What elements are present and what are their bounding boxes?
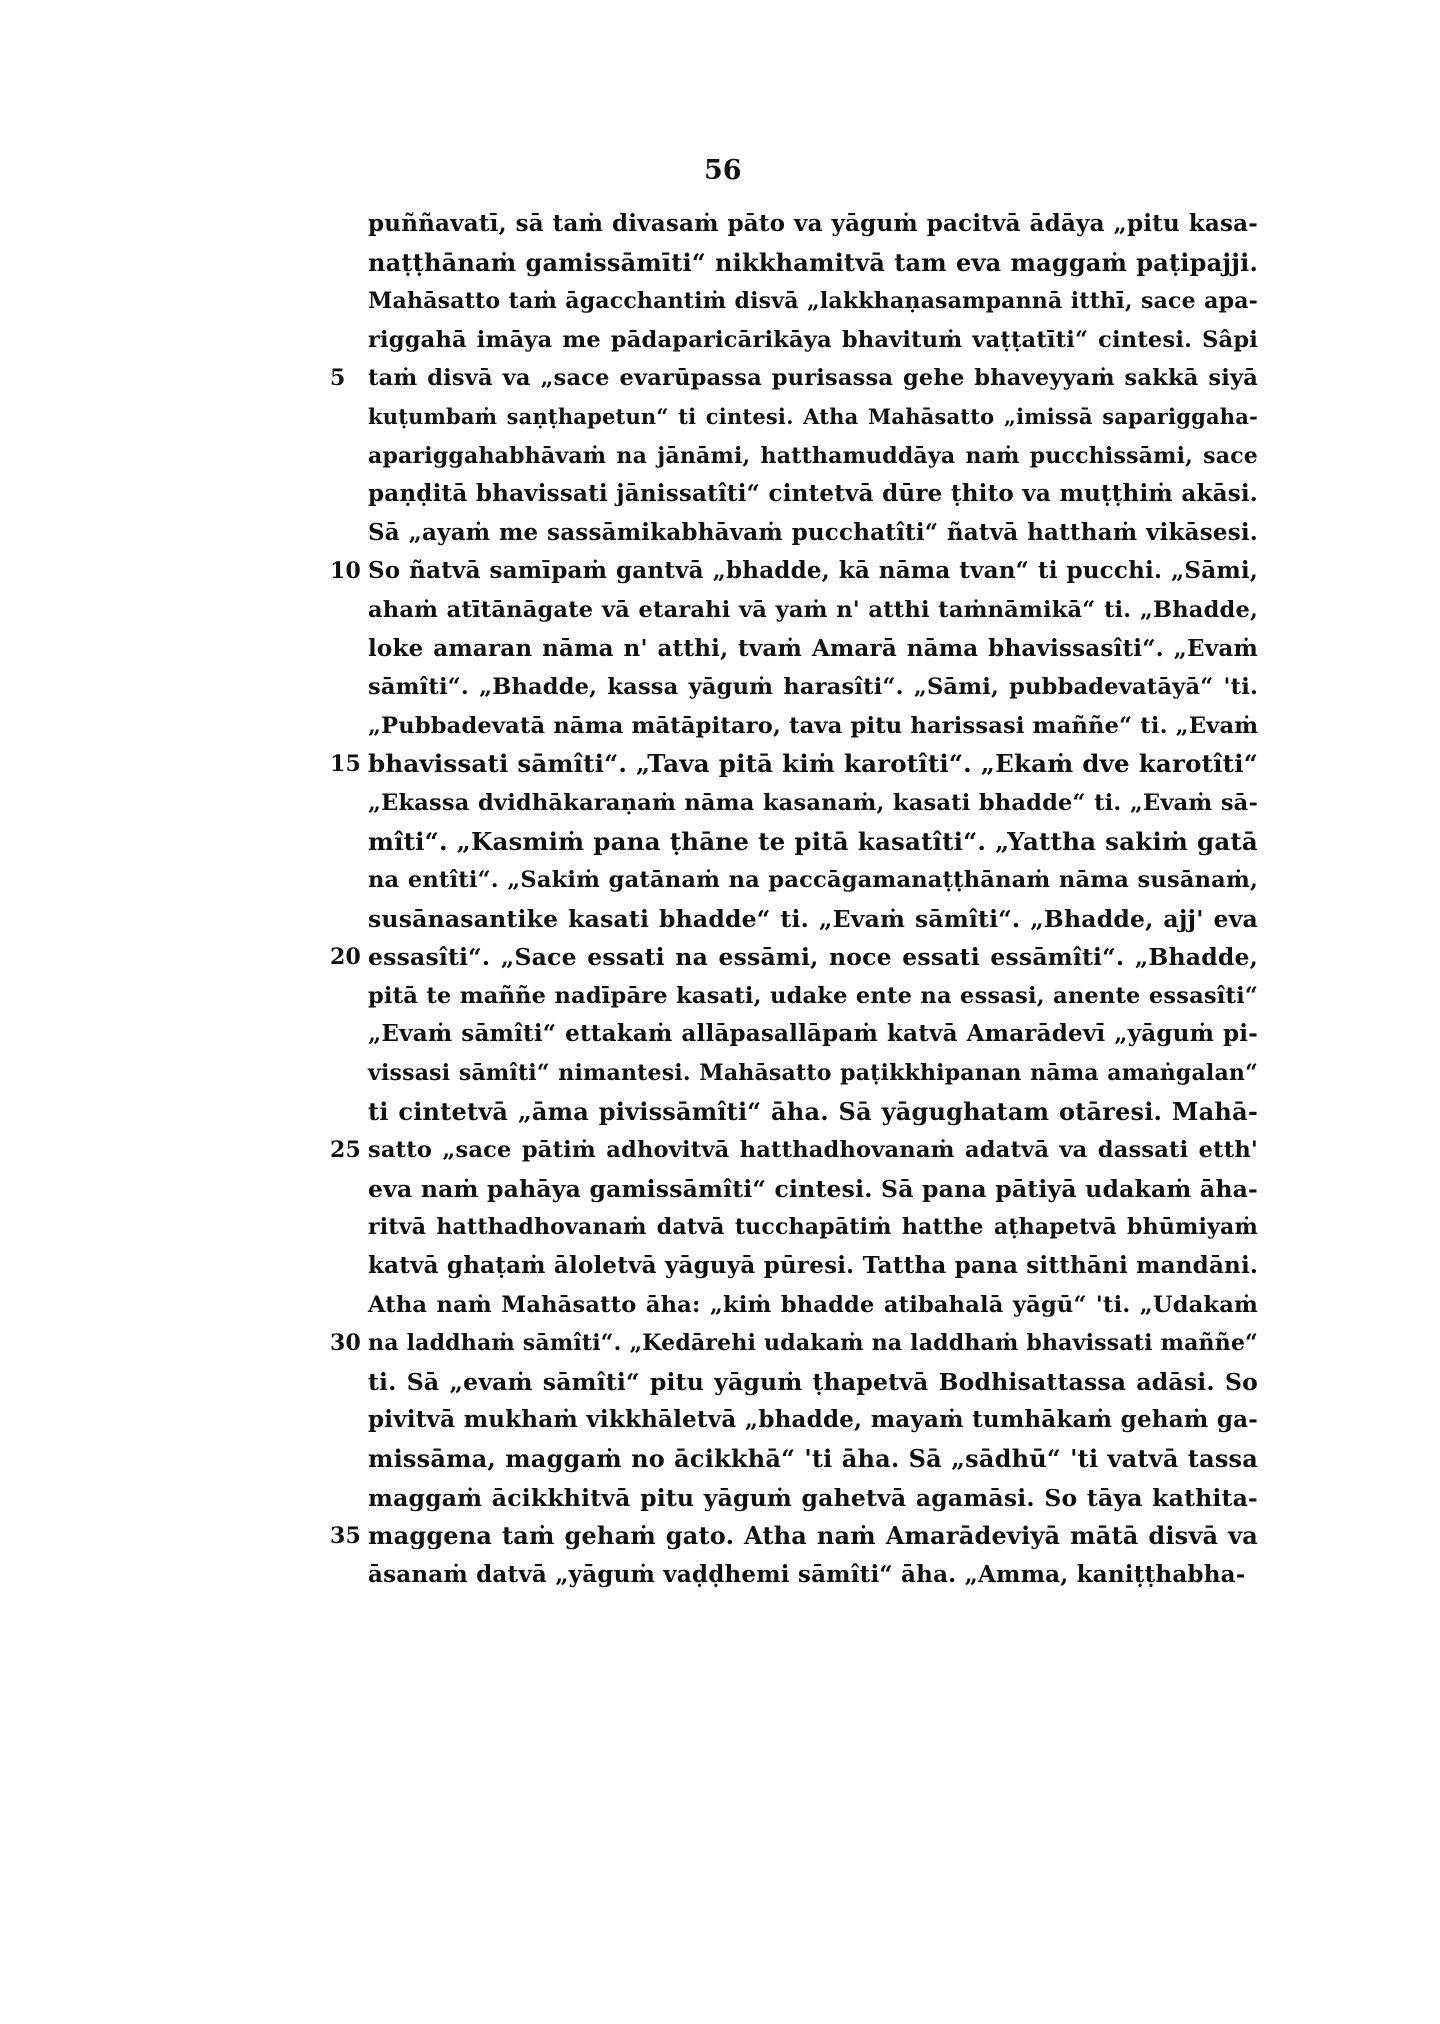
page-number: 56 <box>704 155 742 186</box>
line-text: pitā te maññe nadīpāre kasati, udake ente na essasi, anente essasîti“ <box>368 982 1258 1009</box>
text-line <box>368 707 1258 746</box>
body-text <box>330 205 1259 1594</box>
line-text: „Evaṁ sāmîti“ ettakaṁ allāpasallāpaṁ katvā Amarādevī „yāguṁ pi- <box>368 1020 1258 1048</box>
text-line <box>368 1556 1258 1595</box>
text-line <box>368 1401 1258 1440</box>
text-line <box>330 359 1258 398</box>
text-line <box>368 1247 1258 1286</box>
text-line <box>368 591 1258 630</box>
line-text: ahaṁ atītānāgate vā etarahi vā yaṁ n' atthi taṁnāmikā“ ti. „Bhadde, <box>368 596 1258 623</box>
text-line <box>368 1054 1258 1093</box>
text-line <box>368 861 1258 900</box>
text-line <box>368 1015 1258 1054</box>
line-text: Mahāsatto taṁ āgacchantiṁ disvā „lakkhaṇasampannā itthī, sace apa- <box>368 288 1258 315</box>
text-line <box>368 823 1258 862</box>
text-line <box>368 437 1258 476</box>
line-text: apariggahabhāvaṁ na jānāmi, hatthamuddāya naṁ pucchissāmi, sace <box>368 442 1258 469</box>
line-text: „Ekassa dvidhākaraṇaṁ nāma kasanaṁ, kasati bhadde“ ti. „Evaṁ sā- <box>368 789 1258 816</box>
line-text: vissasi sāmîti“ nimantesi. Mahāsatto paṭikkhipanan nāma amaṅgalan“ <box>368 1060 1258 1087</box>
line-number: 35 <box>330 1523 362 1550</box>
line-number: 10 <box>330 558 362 585</box>
line-number: 25 <box>330 1137 362 1164</box>
line-number: 5 <box>330 365 346 392</box>
text-line <box>330 1324 1258 1363</box>
line-number: 30 <box>330 1330 362 1357</box>
text-line <box>368 1170 1258 1209</box>
line-text: essasîti“. „Sace essati na essāmi, noce essati essāmîti“. „Bhadde, <box>368 943 1258 972</box>
line-text: satto „sace pātiṁ adhovitvā hatthadhovanaṁ adatvā va dassati etth' <box>368 1137 1258 1164</box>
line-text: sāmîti“. „Bhadde, kassa yāguṁ harasîti“. „Sāmi, pubbadevatāyā“ 'ti. <box>368 674 1258 701</box>
text-line <box>368 282 1258 321</box>
text-line <box>368 1479 1258 1518</box>
text-line <box>368 784 1258 823</box>
line-text: kuṭumbaṁ saṇṭhapetun“ ti cintesi. Atha Mahāsatto „imissā sapariggaha- <box>368 403 1258 429</box>
line-number: 20 <box>330 944 362 971</box>
text-line <box>330 552 1258 591</box>
text-line <box>368 900 1258 939</box>
text-line <box>368 1363 1258 1402</box>
text-line <box>368 321 1258 360</box>
line-text: ti. Sā „evaṁ sāmîti“ pitu yāguṁ ṭhapetvā Bodhisattassa adāsi. So <box>368 1367 1258 1396</box>
text-line <box>368 630 1258 669</box>
line-text: ritvā hatthadhovanaṁ datvā tucchapātiṁ hatthe aṭhapetvā bhūmiyaṁ <box>368 1214 1258 1241</box>
line-text: „Pubbadevatā nāma mātāpitaro, tava pitu harissasi maññe“ ti. „Evaṁ <box>368 712 1259 739</box>
line-text: eva naṁ pahāya gamissāmîti“ cintesi. Sā pana pātiyā udakaṁ āha- <box>368 1174 1258 1203</box>
text-line <box>368 1208 1258 1247</box>
line-text: naṭṭhānaṁ gamissāmīti“ nikkhamitvā tam eva maggaṁ paṭipajji. <box>368 247 1258 277</box>
line-text: paṇḍitā bhavissati jānissatîti“ cintetvā dūre ṭhito va muṭṭhiṁ akāsi. <box>368 480 1258 508</box>
line-text: taṁ disvā va „sace evarūpassa purisassa gehe bhaveyyaṁ sakkā siyā <box>368 365 1258 392</box>
text-line <box>368 977 1258 1016</box>
text-line <box>330 745 1258 784</box>
line-text: loke amaran nāma n' atthi, tvaṁ Amarā nāma bhavissasîti“. „Evaṁ <box>368 634 1258 662</box>
line-text: Atha naṁ Mahāsatto āha: „kiṁ bhadde atibahalā yāgū“ 'ti. „Udakaṁ <box>368 1291 1258 1318</box>
line-text: na laddhaṁ sāmîti“. „Kedārehi udakaṁ na laddhaṁ bhavissati maññe“ <box>368 1330 1258 1357</box>
line-text: missāma, maggaṁ no ācikkhā“ 'ti āha. Sā „sādhū“ 'ti vatvā tassa <box>368 1444 1258 1473</box>
line-text: Sā „ayaṁ me sassāmikabhāvaṁ pucchatîti“ ñatvā hatthaṁ vikāsesi. <box>368 518 1258 546</box>
text-line <box>330 1131 1258 1170</box>
text-line <box>368 398 1258 437</box>
line-text: puññavatī, sā taṁ divasaṁ pāto va yāguṁ pacitvā ādāya „pitu kasa- <box>368 210 1258 237</box>
line-text: So ñatvā samīpaṁ gantvā „bhadde, kā nāma tvan“ ti pucchi. „Sāmi, <box>368 557 1258 585</box>
text-line <box>330 1517 1258 1556</box>
text-line <box>368 668 1258 707</box>
text-line <box>368 205 1258 244</box>
line-text: ti cintetvā „āma pivissāmîti“ āha. Sā yāgughatam otāresi. Mahā- <box>368 1096 1258 1126</box>
line-text: bhavissati sāmîti“. „Tava pitā kiṁ karotîti“. „Ekaṁ dve karotîti“ <box>368 749 1258 779</box>
line-text: susānasantike kasati bhadde“ ti. „Evaṁ sāmîti“. „Bhadde, ajj' eva <box>368 904 1258 933</box>
line-text: maggaṁ ācikkhitvā pitu yāguṁ gahetvā agamāsi. So tāya kathita- <box>368 1483 1258 1512</box>
text-line <box>368 475 1258 514</box>
line-number: 15 <box>330 751 362 778</box>
line-text: riggahā imāya me pādaparicārikāya bhavituṁ vaṭṭatīti“ cintesi. Sâpi <box>368 326 1258 353</box>
text-line <box>368 244 1258 283</box>
line-text: āsanaṁ datvā „yāguṁ vaḍḍhemi sāmîti“ āha. „Amma, kaniṭṭhabha- <box>368 1560 1246 1588</box>
line-text: na entîti“. „Sakiṁ gatānaṁ na paccāgamanaṭṭhānaṁ nāma susānaṁ, <box>368 867 1258 894</box>
line-text: maggena taṁ gehaṁ gato. Atha naṁ Amarādeviyā mātā disvā va <box>368 1521 1258 1551</box>
line-text: katvā ghaṭaṁ āloletvā yāguyā pūresi. Tattha pana sitthāni mandāni. <box>368 1252 1259 1280</box>
text-line <box>368 514 1258 553</box>
line-text: mîti“. „Kasmiṁ pana ṭhāne te pitā kasatîti“. „Yattha sakiṁ gatā <box>368 826 1258 856</box>
text-line <box>330 938 1258 977</box>
text-line <box>368 1093 1258 1132</box>
text-line <box>368 1286 1258 1325</box>
text-line <box>368 1440 1258 1479</box>
line-text: pivitvā mukhaṁ vikkhāletvā „bhadde, mayaṁ tumhākaṁ gehaṁ ga- <box>368 1406 1258 1434</box>
